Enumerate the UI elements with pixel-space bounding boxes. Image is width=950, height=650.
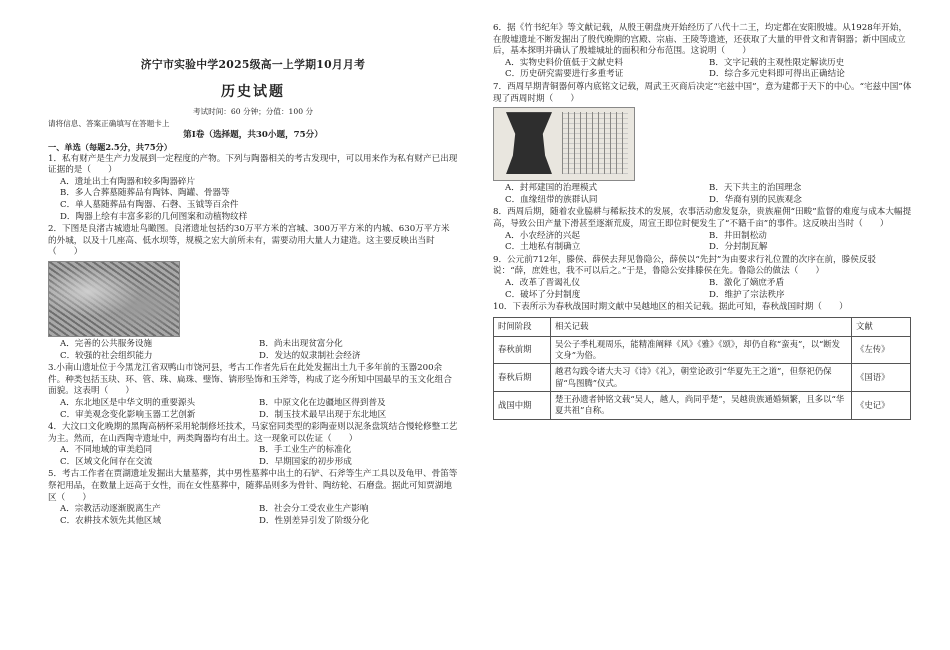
options-grid bbox=[493, 231, 913, 254]
question-3 bbox=[48, 363, 458, 421]
option: D．维护了宗法秩序 bbox=[709, 289, 785, 300]
option: A．东北地区是中华文明的重要源头 bbox=[60, 397, 196, 408]
question-stem: 2．下图是良渚古城遗址鸟瞰图。良渚遗址包括约30万平方米的宫城、300万平方米的内城、630万平方米的外城，以及十几座高、低水坝等，规模之宏大前所未有，需要动用大量人力建造。这主要反映出当时（ ） bbox=[48, 224, 450, 258]
options-grid bbox=[493, 183, 913, 206]
question-8 bbox=[493, 207, 913, 253]
option: B．手工业生产的标准化 bbox=[259, 445, 352, 456]
option: B．井田制松动 bbox=[709, 230, 767, 241]
option: A．完善的公共服务设施 bbox=[60, 338, 153, 349]
question-stem: 10．下表所示为春秋战国时期文献中吴越地区的相关记载。据此可知，春秋战国时期（ ） bbox=[493, 302, 848, 313]
options-grid bbox=[48, 339, 458, 362]
question-stem: 5．考古工作者在贾湖遗址发掘出大量墓葬，其中男性墓葬中出土的石铲、石斧等生产工具以及龟甲、骨笛等祭祀用品，在数量上远高于女性，而在女性墓葬中，随葬品则多为骨针、陶纺轮、石磨盘。据此可知贾湖地区（ ） bbox=[48, 469, 458, 503]
notice: 请将信息、答案正确填写在答题卡上 bbox=[48, 118, 170, 128]
section-heading: 一、单选（每题2.5分，共75分） bbox=[48, 141, 172, 152]
table-header: 时间阶段 bbox=[494, 317, 551, 336]
question-1 bbox=[48, 154, 458, 224]
option: C．土地私有制确立 bbox=[505, 242, 581, 253]
option: D．华裔有别的民族观念 bbox=[709, 194, 802, 205]
options-grid bbox=[493, 278, 913, 301]
he-zun-bronze-photo bbox=[493, 107, 635, 181]
question-stem: 1．私有财产是生产力发展到一定程度的产物。下列与陶器相关的考古发现中，可以用来作为私有财产已出现证据的是（ ） bbox=[48, 153, 458, 176]
table-cell: 《国语》 bbox=[852, 364, 911, 392]
options-grid bbox=[48, 504, 458, 527]
table-row bbox=[494, 392, 911, 420]
option: C．区域文化间存在交流 bbox=[60, 456, 153, 467]
option: B．天下共主的治国理念 bbox=[709, 183, 802, 194]
table-cell: 春秋前期 bbox=[494, 336, 551, 364]
table-cell: 吴公子季札观周乐，能精准阐释《风》《雅》《颂》，却仍自称“蛮夷”，以“断发文身”为俗。 bbox=[551, 336, 852, 364]
table-row bbox=[494, 336, 911, 364]
option: C．历史研究需要进行多重考证 bbox=[505, 69, 624, 80]
wuyue-records-table bbox=[493, 317, 911, 420]
options-grid bbox=[493, 58, 913, 81]
question-7 bbox=[493, 82, 913, 206]
question-5 bbox=[48, 469, 458, 527]
options-grid bbox=[48, 445, 458, 468]
option: C．血缘纽带的族群认同 bbox=[505, 194, 598, 205]
option: B．激化了嫡庶矛盾 bbox=[709, 277, 785, 288]
option: A．宗教活动逐渐脱离生产 bbox=[60, 504, 161, 515]
option: D．性别差异引发了阶级分化 bbox=[259, 515, 370, 526]
option: B．文字记载的主观性限定解读历史 bbox=[709, 57, 845, 68]
question-stem: 8．西周后期，随着农业脇耕与稀耘技术的发展，农事活动愈发复杂，贵族雇佣“田畯”监督的难度与成本大幅提高，导致公田产量下滑甚至逐渐荒废，周宣王即位时便发生了“不籍千亩”的事件。这反映出当时（ ） bbox=[493, 207, 912, 229]
option: C．破坏了分封制度 bbox=[505, 289, 581, 300]
option: D．综合多元史料即可得出正确结论 bbox=[709, 69, 845, 80]
question-2 bbox=[48, 224, 458, 362]
left-column bbox=[48, 0, 458, 527]
question-10 bbox=[493, 302, 913, 420]
options-grid bbox=[48, 398, 458, 421]
table-row bbox=[494, 364, 911, 392]
table-header: 文献 bbox=[852, 317, 911, 336]
table-header-row bbox=[494, 317, 911, 336]
option: D．发达的奴隶制社会经济 bbox=[259, 350, 361, 361]
inscription-rubbing bbox=[562, 112, 628, 174]
question-stem: 3.小南山遗址位于今黑龙江省双鸭山市饶河县，考古工作者先后在此处发掘出土九千多年前的玉器200余件。种类包括玉玦、环、管、珠、扁珠、璧饰、锛形坠饰和玉斧等，构成了迄今所知中国最早的玉文化组合面貌。这表明（ ） bbox=[48, 363, 452, 397]
question-4 bbox=[48, 422, 458, 468]
liangzhu-aerial-photo bbox=[48, 261, 180, 337]
option: B．社会分工受农业生产影响 bbox=[259, 504, 369, 515]
option: C．较强的社会组织能力 bbox=[60, 350, 153, 361]
question-stem: 4．大汶口文化晚期的黑陶高柄杯采用轮制修坯技术，马家窑同类型的彩陶壶则以泥条盘筑结合慢轮修整工艺为主。然而，在山西陶寺遗址中，两类陶器均有出土。这一现象可以佐证（ ） bbox=[48, 422, 458, 444]
option: D．陶器上绘有丰富多彩的几何图案和动植物纹样 bbox=[60, 211, 248, 222]
option: A．遗址出土有陶器和较多陶器碎片 bbox=[60, 176, 196, 187]
table-header: 相关记载 bbox=[551, 317, 852, 336]
table-cell: 战国中期 bbox=[494, 392, 551, 420]
question-stem: 6．据《竹书纪年》等文献记载，从殷王朝盘庚开始经历了八代十二王，均定都在安阳殷墟。从1928年开始，在殷墟遗址不断发掘出了殷代晚期的宫殿、宗庙、王陵等遗迹，还获取了大量的甲骨文和青铜器；新中国成立后，基本探明并确认了殷墟城址的面积和分布范围。这说明（ ） bbox=[493, 23, 908, 57]
option: B．中原文化在边疆地区得到普及 bbox=[259, 397, 386, 408]
option: B．尚未出现贫富分化 bbox=[259, 338, 343, 349]
option: A．封邦建国的治理模式 bbox=[505, 183, 598, 194]
option: D．分封制瓦解 bbox=[709, 242, 768, 253]
table-cell: 《史记》 bbox=[852, 392, 911, 420]
subject-title: 历史试题 bbox=[221, 83, 285, 100]
option: A．小农经济的兴起 bbox=[505, 230, 580, 241]
option: D．早期国家的初步形成 bbox=[259, 456, 352, 467]
option: D．制玉技术最早出现于东北地区 bbox=[259, 409, 387, 420]
question-9 bbox=[493, 255, 913, 301]
bronze-vessel-shape bbox=[506, 112, 552, 174]
table-cell: 越君勾践令诸大夫习《诗》《礼》，朝堂论政引“华夏先王之道”，但祭祀仍保留“鸟图腾”仪式。 bbox=[551, 364, 852, 392]
table-cell: 春秋后期 bbox=[494, 364, 551, 392]
exam-title: 济宁市实验中学2025级高一上学期10月月考 bbox=[140, 58, 366, 71]
option: A．不同地域的审美趋同 bbox=[60, 445, 153, 456]
option: C．审美观念变化影响玉器工艺创新 bbox=[60, 409, 196, 420]
table-cell: 《左传》 bbox=[852, 336, 911, 364]
option: A．改革了晋谒礼仪 bbox=[505, 277, 580, 288]
right-column bbox=[493, 22, 913, 420]
question-stem: 7．西周早期青铜器何尊内底铭文记载，周武王灭商后决定“宅兹中国”，意为建都于天下的中心。“宅兹中国”体现了西周时期（ ） bbox=[493, 81, 912, 104]
question-6 bbox=[493, 23, 913, 81]
option: C．单人墓随葬品有陶器、石磬、玉钺等百余件 bbox=[60, 199, 239, 210]
volume-heading: 第Ⅰ卷（选择题，共30小题，75分） bbox=[183, 129, 323, 140]
option: C．农耕技术领先其他区域 bbox=[60, 515, 162, 526]
exam-info: 考试时间：60 分钟；分值：100 分 bbox=[192, 107, 314, 117]
option: B．多人合葬墓随葬品有陶钵、陶罐、骨器等 bbox=[60, 188, 230, 199]
question-stem: 9．公元前712年，滕侯、薛侯去拜见鲁隐公，薛侯以“先封”为由要求行礼位置的次序在前，滕侯反驳说：“薛，庶姓也，我不可以后之。”于是，鲁隐公安排滕侯在先。鲁隐公的做法（ ） bbox=[493, 254, 877, 277]
option: A．实物史料价值低于文献史料 bbox=[505, 57, 623, 68]
table-cell: 楚王孙遗者钟铭文载“吴人，越人，尚同乎楚”，吴越贵族通婚频繁，且多以“华夏共祖”自称。 bbox=[551, 392, 852, 420]
